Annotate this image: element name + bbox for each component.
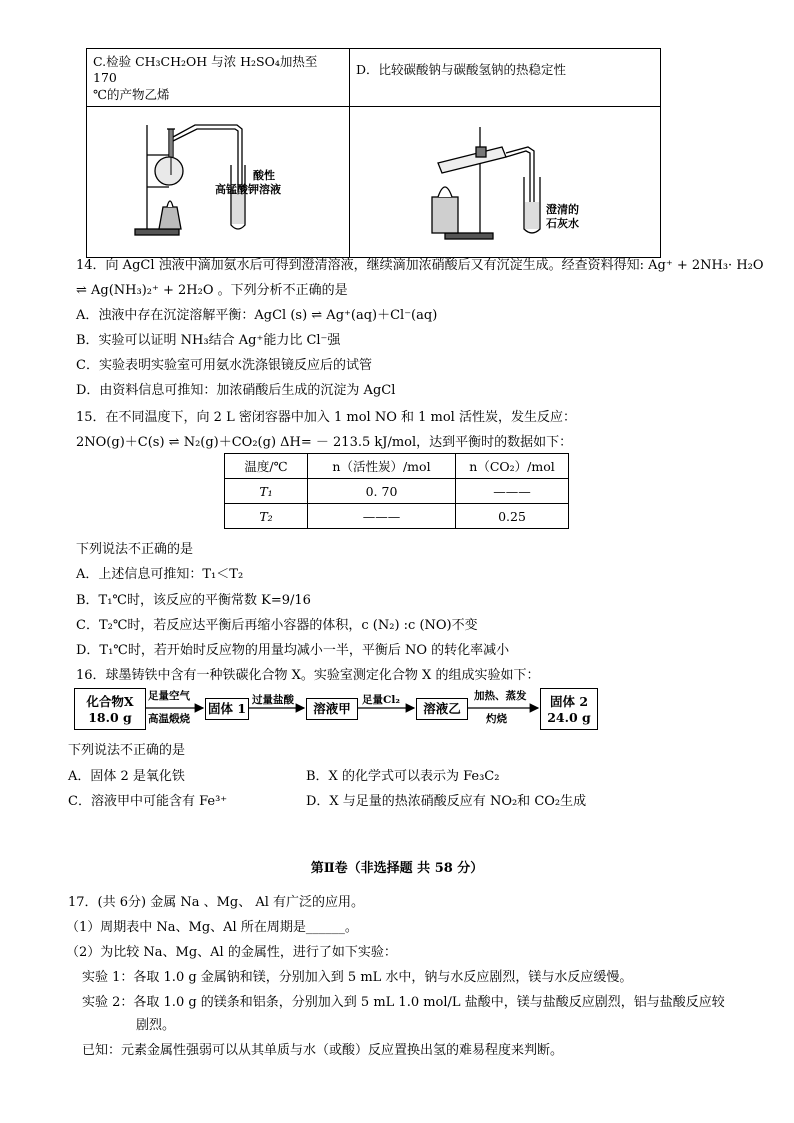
- q17-exp1: 实验 1：各取 1.0 g 金属钠和镁，分别加入到 5 mL 水中，钠与水反应剧烈，镁与水反应缓慢。: [82, 970, 633, 985]
- table-header: n（CO₂）/mol: [456, 454, 569, 479]
- option-c-cell: [87, 49, 350, 107]
- flow-box1-line1: 化合物X: [86, 694, 134, 709]
- flow-box-solution-b: 溶液乙: [416, 698, 468, 720]
- q14-option-c: C．实验表明实验室可用氨水洗涤银镜反应后的试管: [76, 358, 372, 373]
- flow-arrow1-bottom: 高温煅烧: [148, 713, 190, 725]
- q16-prompt: 下列说法不正确的是: [68, 743, 186, 758]
- table-row: [225, 504, 569, 529]
- q15-stem-line2: 2NO(g)＋C(s) ⇌ N₂(g)＋CO₂(g) ΔH= － 213.5 kJ/mol，达到平衡时的数据如下：: [76, 435, 573, 450]
- flow-box1-line2: 18.0 g: [88, 710, 132, 725]
- table-cell: T₁: [225, 479, 308, 504]
- carbonate-heating-apparatus: [350, 107, 662, 257]
- q17-part1: （1）周期表中 Na、Mg、Al 所在周期是______。: [66, 920, 358, 935]
- q17-exp2-line1: 实验 2：各取 1.0 g 的镁条和铝条，分别加入到 5 mL 1.0 mol/L 盐酸中，镁与盐酸反应剧烈，铝与盐酸反应较: [82, 995, 725, 1010]
- flow-arrow1-top: 足量空气: [148, 690, 190, 702]
- table-cell: T₂: [225, 504, 308, 529]
- c-fig-label-2: 高锰酸钾溶液: [215, 183, 281, 196]
- q15-prompt: 下列说法不正确的是: [76, 542, 194, 557]
- table-header: n（活性炭）/mol: [308, 454, 456, 479]
- q17-part2: （2）为比较 Na、Mg、Al 的金属性，进行了如下实验：: [66, 945, 397, 960]
- q14-option-b: B．实验可以证明 NH₃结合 Ag⁺能力比 Cl⁻强: [76, 333, 341, 348]
- table-cell: 0. 70: [308, 479, 456, 504]
- q16-option-c: C．溶液甲中可能含有 Fe³⁺: [68, 794, 228, 809]
- ethanol-dehydration-apparatus: [87, 107, 337, 257]
- table-header: 温度/℃: [225, 454, 308, 479]
- q17-stem: 17．(共 6分) 金属 Na 、Mg、 Al 有广泛的应用。: [68, 895, 365, 910]
- q15-option-a: A．上述信息可推知：T₁＜T₂: [76, 567, 244, 582]
- flow-box5-line2: 24.0 g: [547, 710, 591, 725]
- flow-arrow3-top: 足量Cl₂: [362, 694, 400, 706]
- q14-option-d: D．由资料信息可推知：加浓硝酸后生成的沉淀为 AgCl: [76, 383, 396, 398]
- q14-stem-line2: ⇌ Ag(NH₃)₂⁺ + 2H₂O 。下列分析不正确的是: [76, 283, 348, 298]
- flow-box5-line1: 固体 2: [549, 694, 589, 709]
- q16-option-a: A．固体 2 是氧化铁: [68, 769, 185, 784]
- q17-exp2-line2: 剧烈。: [136, 1018, 176, 1033]
- option-d-cell: [350, 49, 661, 107]
- c-fig-label-1: 酸性: [253, 169, 275, 182]
- d-fig-label-1: 澄清的: [546, 203, 579, 216]
- flow-box-solid1: 固体 1: [205, 698, 249, 720]
- q17-known: 已知：元素金属性强弱可以从其单质与水（或酸）反应置换出氢的难易程度来判断。: [82, 1043, 564, 1058]
- q16-stem: 16．球墨铸铁中含有一种铁碳化合物 X。实验室测定化合物 X 的组成实验如下：: [76, 668, 540, 683]
- d-fig-label-2: 石灰水: [546, 217, 579, 230]
- q16-option-d: D．X 与足量的热浓硝酸反应有 NO₂和 CO₂生成: [306, 794, 587, 809]
- table-row: [225, 479, 569, 504]
- option-d-label: D．比较碳酸钠与碳酸氢钠的热稳定性: [356, 62, 567, 77]
- q16-option-b: B．X 的化学式可以表示为 Fe₃C₂: [306, 769, 500, 784]
- table-cell: 0.25: [456, 504, 569, 529]
- section-heading: 第Ⅱ卷（非选择题 共 58 分）: [310, 861, 484, 876]
- option-c-label-line2: ℃的产物乙烯: [93, 87, 170, 102]
- flow-arrows: [0, 688, 794, 728]
- equilibrium-data-table: [224, 453, 569, 529]
- q14-option-a: A．浊液中存在沉淀溶解平衡：AgCl (s) ⇌ Ag⁺(aq)＋Cl⁻(aq): [76, 308, 438, 323]
- flow-arrow4-top: 加热、蒸发: [474, 690, 527, 702]
- q15-option-c: C．T₂℃时，若反应达平衡后再缩小容器的体积，c (N₂) :c (NO)不变: [76, 618, 478, 633]
- q15-stem-line1: 15．在不同温度下，向 2 L 密闭容器中加入 1 mol NO 和 1 mol 活性炭，发生反应：: [76, 410, 576, 425]
- table-cell: ———: [308, 504, 456, 529]
- flow-box-solution-a: 溶液甲: [306, 698, 358, 720]
- flow-arrow4-bottom: 灼烧: [486, 713, 507, 725]
- q15-option-d: D．T₁℃时，若开始时反应物的用量均减小一半，平衡后 NO 的转化率减小: [76, 643, 510, 658]
- apparatus-table: [86, 48, 661, 258]
- option-c-label-line1: C.检验 CH₃CH₂OH 与浓 H₂SO₄加热至 170: [93, 54, 318, 85]
- q14-stem-line1: 14．向 AgCl 浊液中滴加氨水后可得到澄清溶液，继续滴加浓硝酸后又有沉淀生成。经查资料得知: Ag⁺ + 2NH₃· H₂O: [76, 258, 764, 273]
- table-cell: ———: [456, 479, 569, 504]
- q15-option-b: B．T₁℃时，该反应的平衡常数 K=9/16: [76, 593, 311, 608]
- table-header-row: [225, 454, 569, 479]
- option-d-figure-cell: [350, 107, 661, 258]
- option-c-figure-cell: [87, 107, 350, 258]
- flow-arrow2-top: 过量盐酸: [252, 694, 294, 706]
